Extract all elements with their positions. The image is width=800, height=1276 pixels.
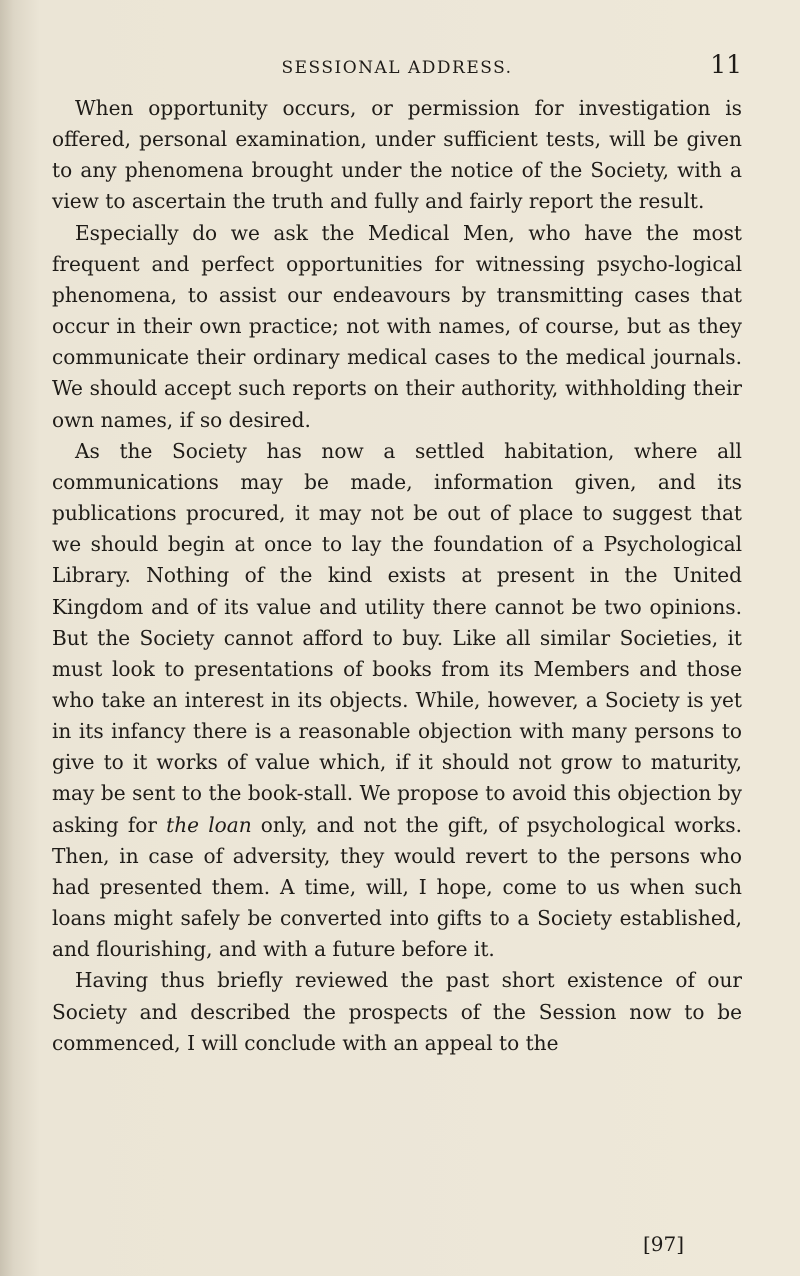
paragraph-text: Especially do we ask the Medical Men, who have the most frequent and perfect opportunities for witnessing psycho-logical phenomena, to assist our endeavours by transmitting cases that occur in their own practice; not with names, of course, but as they communicate their ordinary medical cases to the medical journals. We should accept such reports on their authority, withholding their own names, if so desired. <box>52 220 742 432</box>
running-head: SESSIONAL ADDRESS. <box>281 58 513 78</box>
signature-mark: [97] <box>643 1232 685 1256</box>
page-header <box>52 48 742 88</box>
paragraph <box>52 436 742 966</box>
paragraph <box>52 965 742 1058</box>
paragraph <box>52 218 742 436</box>
paragraph-text: only, and not the gift, of psychological works. Then, in case of adversity, they would revert to the persons who had presented them. A time, will, I hope, come to us when such loans might safely be converted into gifts to a Society established, and flourishing, and with a future before it. <box>52 812 742 962</box>
paragraph <box>52 93 742 218</box>
paragraph-text: When opportunity occurs, or permission for investigation is offered, personal examination, under sufficient tests, will be given to any phenomena brought under the notice of the Society, with a view to ascertain the truth and fully and fairly report the result. <box>52 96 742 214</box>
paragraph-text: As the Society has now a settled habitation, where all communications may be made, information given, and its publications procured, it may not be out of place to suggest that we should begin at once to lay the foundation of a Psychological Library. Nothing of the kind exists at present in the United Kingdom and of its value and utility there cannot be two opinions. But the Society cannot afford to buy. Like all similar Societies, it must look to presentations of books from its Members and those who take an interest in its objects. While, however, a Society is yet in its infancy there is a reasonable objection with many persons to give to it works of value which, if it should not grow to maturity, may be sent to the book-stall. We propose to avoid this objection by asking for <box>52 438 742 837</box>
paragraph-text: Having thus briefly reviewed the past short existence of our Society and described the prospects of the Session now to be commenced, I will conclude with an appeal to the <box>52 968 742 1055</box>
italic-phrase: the loan <box>166 812 252 837</box>
body-text <box>52 93 742 1059</box>
page-number: 11 <box>710 50 742 79</box>
